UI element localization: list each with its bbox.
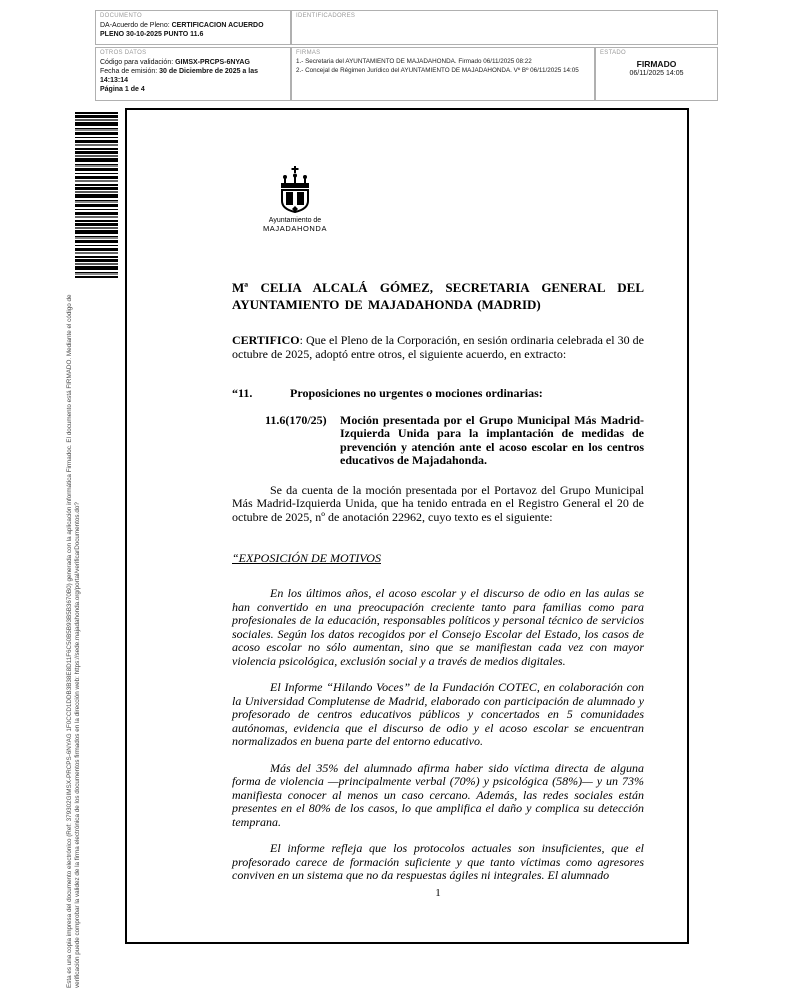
otros-datos-label: OTROS DATOS — [100, 50, 147, 56]
certifier-title: Mª CELIA ALCALÁ GÓMEZ, SECRETARIA GENERAL DEL AYUNTAMIENTO DE MAJADAHONDA (MADRID) — [232, 280, 644, 312]
codigo-label: Código para validación: — [100, 59, 176, 66]
firmas-label: FIRMAS — [296, 50, 321, 56]
exposicion-heading — [232, 551, 644, 566]
fecha-value: 30 de Diciembre de 2025 a las 14:13:14 — [100, 68, 258, 84]
document-frame — [125, 108, 689, 944]
agenda-item-11 — [232, 387, 644, 401]
codigo-validacion — [100, 58, 286, 67]
verification-disclaimer — [66, 288, 82, 988]
fecha-emision — [100, 67, 286, 85]
identificadores-label: IDENTIFICADORES — [296, 13, 356, 19]
status-badge: FIRMADO — [636, 59, 677, 69]
documento-prefix: DA-Acuerdo de Pleno: — [100, 22, 172, 29]
codigo-value: GIMSX-PRCPS-6NYAG — [175, 59, 250, 66]
page-number: 1 — [435, 887, 441, 899]
documento-title — [100, 21, 286, 39]
header-box-otros-datos — [95, 47, 291, 101]
documento-label: DOCUMENTO — [100, 13, 142, 19]
exposicion-heading-text: “EXPOSICIÓN DE MOTIVOS — [232, 551, 381, 565]
header-box-estado — [595, 47, 718, 101]
motion-paragraph-2: El Informe “Hilando Voces” de la Fundación COTEC, en colaboración con la Universidad Complutense de Madrid, elaborado con participación de alumnado y profesorado de centros educativos públicos y concertados en 5 comunidades autónomas, evidencia que el discurso de odio y el acoso escolar se encuentran normalizados en buena parte del entorno educativo. — [232, 680, 644, 748]
header-box-documento — [95, 10, 291, 45]
agenda-item-11-6-text: Moción presentada por el Grupo Municipal Más Madrid-Izquierda Unida para la implantación de medidas de prevención y atención ante el acoso escolar en los centros educativos de Majadahonda. — [340, 412, 644, 467]
barcode — [75, 112, 118, 278]
certifico-text: : Que el Pleno de la Corporación, en sesión ordinaria celebrada el 30 de octubre de 2025, adoptó entre otros, el siguiente acuerdo, en extracto: — [232, 333, 644, 361]
firma-line-2: 2.- Concejal de Régimen Jurídico del AYUNTAMIENTO DE MAJADAHONDA. Vº Bº 06/11/2025 14:05 — [296, 66, 579, 74]
status-datetime: 06/11/2025 14:05 — [629, 70, 684, 77]
motion-paragraph-1: En los últimos años, el acoso escolar y el discurso de odio en las aulas se han convertido en una preocupación creciente tanto para familias como para profesionales de la educación, responsables políticos y personal técnico de servicios sociales. Según los datos recogidos por el Consejo Escolar del Estado, los casos de acoso escolar no sólo aumentan, sino que se manifiestan cada vez con mayor violencia psicológica, exclusión social y a través de medios digitales. — [232, 586, 644, 668]
coat-of-arms-icon — [273, 166, 317, 214]
header-box-firmas — [291, 47, 595, 101]
verification-disclaimer-line1: Esta es una copia impresa del documento electrónico (Ref: 379302GIMSX-PRCPS-6NYAG 1F0CCD1DDB3B38E8D11F6C50B5B93B5B3670B0) generada con la aplicación informática Firmadoc. El documento está FIRMADO. Mediante el código de — [66, 294, 73, 988]
logo-text-line2: MAJADAHONDA — [262, 224, 328, 233]
certifico-word: CERTIFICO — [232, 333, 300, 347]
fecha-label: Fecha de emisión: — [100, 68, 160, 75]
document-content — [232, 110, 644, 883]
estado-label: ESTADO — [600, 50, 627, 56]
agenda-item-11-number: “11. — [232, 386, 253, 400]
city-logo — [250, 166, 340, 233]
documento-title-bold: CERTIFICACION ACUERDO PLENO 30-10-2025 PUNTO 11.6 — [100, 22, 264, 38]
pagina-value: Página 1 de 4 — [100, 86, 145, 93]
agenda-item-11-6-number: 11.6(170/25) — [265, 412, 327, 427]
account-paragraph: Se da cuenta de la moción presentada por el Portavoz del Grupo Municipal Más Madrid-Izquierda Unida, que ha tenido entrada en el Registro General el 20 de octubre de 2025, nº de anotación 22962, cuyo texto es el siguiente: — [232, 482, 644, 524]
header-box-identificadores — [291, 10, 718, 45]
pagina-indicator — [100, 85, 286, 94]
motion-paragraph-4: El informe refleja que los protocolos actuales son insuficientes, que el profesorado carece de formación suficiente y que tanto víctimas como agresores conviven en un sistema que no da respuestas ágiles ni integrales. El alumnado — [232, 841, 644, 882]
firma-line-1: 1.- Secretaria del AYUNTAMIENTO DE MAJADAHONDA. Firmado 06/11/2025 08:22 — [296, 58, 532, 65]
verification-disclaimer-line2: verificación puede comprobar la validez de la firma electrónica de los documentos firmados en la dirección web: https://sede.majadahonda.org/portal/verificarDocumentos.do? — [74, 502, 81, 988]
logo-text-line1: Ayuntamiento de — [268, 217, 322, 224]
certifico-paragraph — [232, 334, 644, 361]
motion-paragraph-3: Más del 35% del alumnado afirma haber sido víctima directa de alguna forma de violencia —principalmente verbal (70%) y psicológica (58%)— y un 73% manifiesta conocer al menos un caso cercano. Además, las redes sociales están presentes en el 80% de los casos, lo que amplifica el daño y complica su detección temprana. — [232, 760, 644, 829]
agenda-item-11-6 — [265, 414, 644, 468]
agenda-item-11-text: Proposiciones no urgentes o mociones ordinarias: — [290, 386, 543, 400]
